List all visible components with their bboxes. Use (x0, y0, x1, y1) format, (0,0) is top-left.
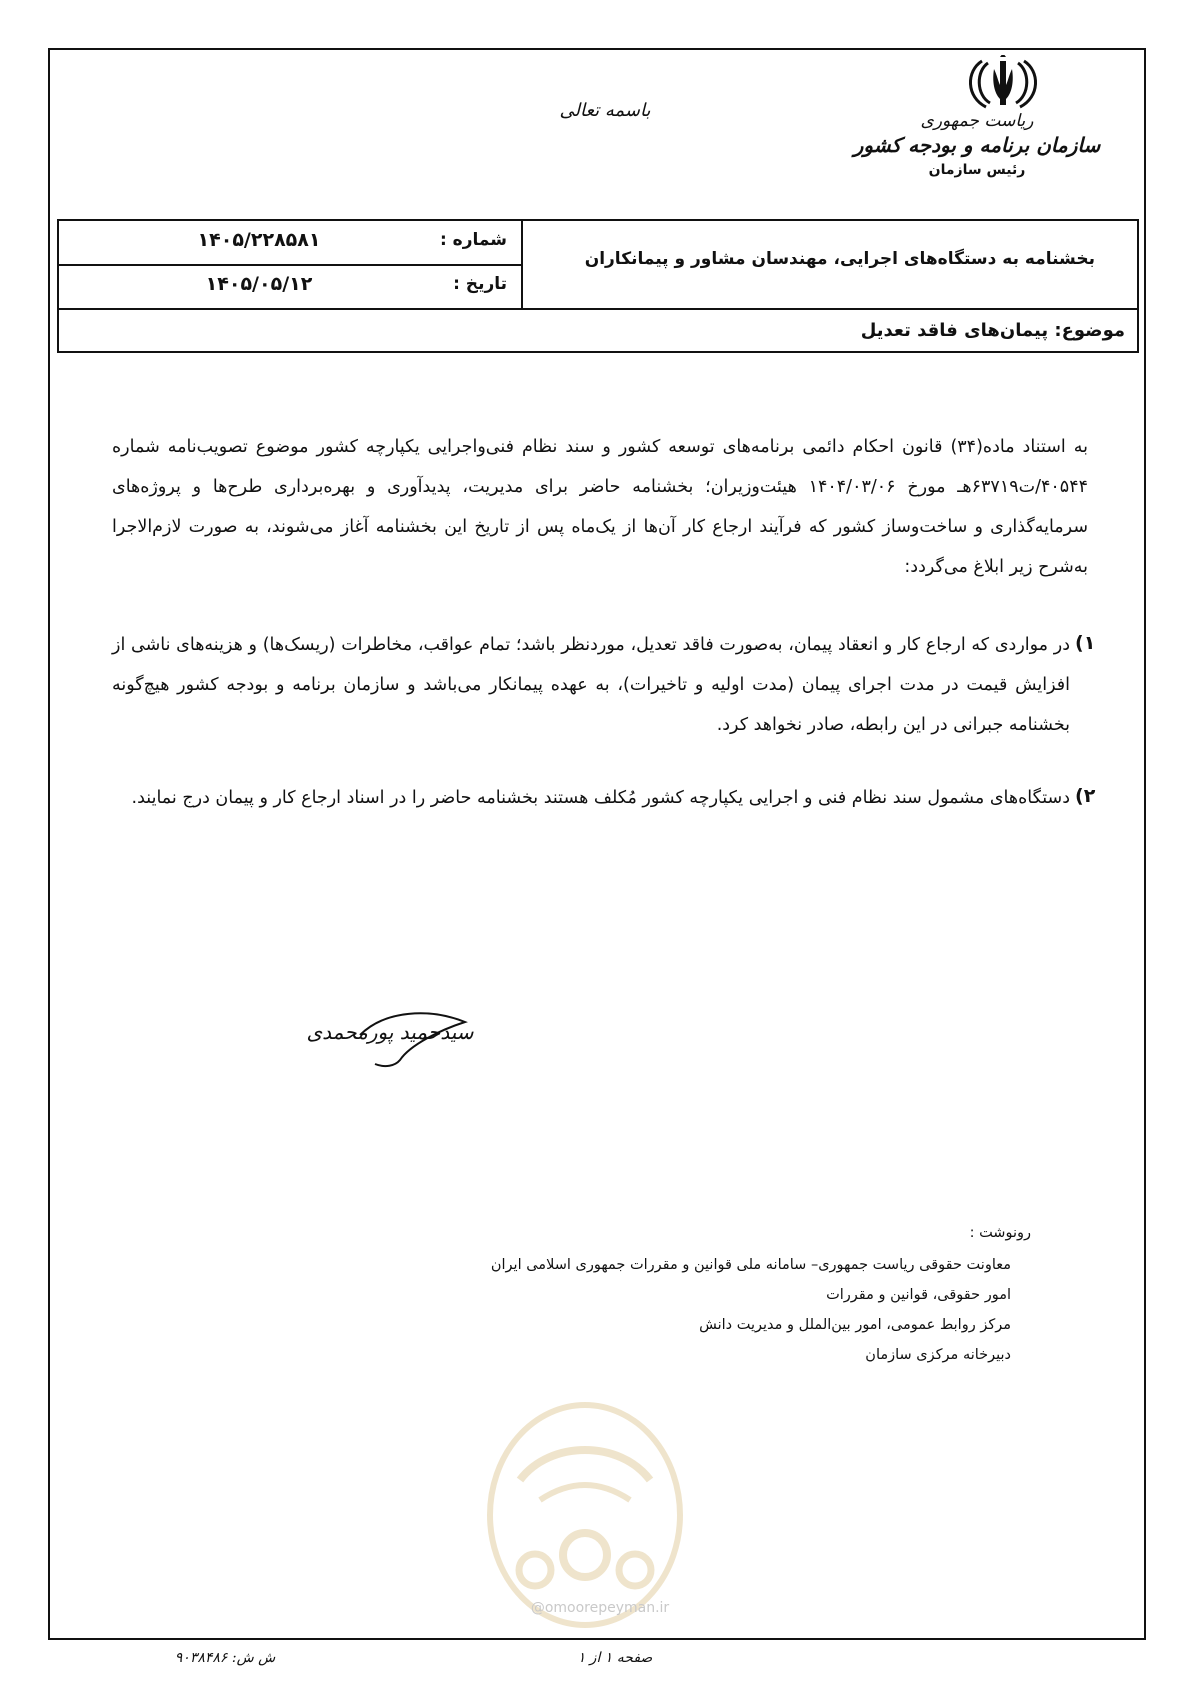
cc-item: دبیرخانه مرکزی سازمان (865, 1347, 1011, 1363)
recipients-line: بخشنامه به دستگاه‌های اجرایی، مهندسان مشاور و پیمانکاران (584, 249, 1095, 269)
cc-title: رونوشت : (969, 1225, 1031, 1241)
org-line-presidency: ریاست جمهوری (920, 111, 1034, 131)
intro-paragraph: به استناد ماده(۳۴) قانون احکام دائمی برنامه‌های توسعه کشور و سند نظام فنی‌واجرایی یکپارچه کشور موضوع تصویب‌نامه شماره ۴۰۵۴۴/ت۶۳۷۱۹هـ مورخ ۱۴۰۴/۰۳/۰۶ هیئت‌وزیران؛ بخشنامه حاضر برای مدیریت، پدیدآوری و بهره‌برداری طرح‌ها و پروژه‌های سرمایه‌گذاری و ساخت‌وساز کشور که فرآیند ارجاع کار آن‌ها از یک‌ماه پس از تاریخ این بخشنامه آغاز می‌شوند، به صورت لازم‌الاجرا به‌شرح زیر ابلاغ می‌گردد: (112, 437, 1088, 577)
date-cell (59, 265, 521, 308)
cc-item: معاونت حقوقی ریاست جمهوری– سامانه ملی قوانین و مقررات جمهوری اسلامی ایران (490, 1257, 1011, 1273)
number-value: ۱۴۰۵/۲۲۸۵۸۱ (197, 229, 321, 251)
watermark-url: @omoorepeyman.ir (530, 1600, 670, 1616)
number-label: شماره : (439, 230, 507, 250)
list-item: دستگاه‌های مشمول سند نظام فنی و اجرایی یکپارچه کشور مُکلف هستند بخشنامه حاضر را در اسناد ارجاع کار و پیمان درج نمایند. (131, 788, 1070, 808)
number-cell (59, 221, 521, 264)
date-value: ۱۴۰۵/۰۵/۱۲ (205, 273, 313, 295)
item-number: ۱) (1075, 632, 1096, 654)
signatory-name: سیدحمید پورمحمدی (306, 1020, 474, 1044)
letter-info-table (57, 219, 1139, 353)
table-divider-horizontal (59, 308, 1137, 310)
cc-item: امور حقوقی، قوانین و مقررات (826, 1287, 1011, 1303)
item-number: ۲) (1075, 785, 1096, 807)
iran-emblem-icon (948, 55, 1058, 110)
organization-block (847, 110, 1107, 182)
org-line-head: رئیس سازمان (928, 162, 1026, 178)
bismillah-heading: باسمه تعالی (559, 100, 651, 121)
page-number: صفحه ۱ از ۱ (577, 1650, 653, 1666)
number-date-cells (59, 221, 521, 308)
subject-line: موضوع: پیمان‌های فاقد تعدیل (860, 320, 1125, 341)
carbon-copy-list (431, 1218, 1031, 1370)
table-divider-vertical (521, 221, 523, 308)
cc-item: مرکز روابط عمومی، امور بین‌الملل و مدیریت دانش (699, 1317, 1011, 1333)
document-code: ش ش: ۹۰۳۸۴۸۶ (174, 1650, 276, 1666)
org-line-organization: سازمان برنامه و بودجه کشور (853, 133, 1101, 157)
list-item: در مواردی که ارجاع کار و انعقاد پیمان، به‌صورت فاقد تعدیل، موردنظر باشد؛ تمام عواقب، مخاطرات (ریسک‌ها) و هزینه‌های ناشی از افزایش قیمت در مدت اجرای پیمان (مدت اولیه و تاخیرات)، به عهده پیمانکار می‌باشد و سازمان برنامه و بودجه کشور هیچ‌گونه بخشنامه جبرانی در این رابطه، صادر نخواهد کرد. (112, 635, 1070, 735)
date-label: تاریخ : (453, 274, 507, 294)
watermark-logo (480, 1390, 690, 1630)
